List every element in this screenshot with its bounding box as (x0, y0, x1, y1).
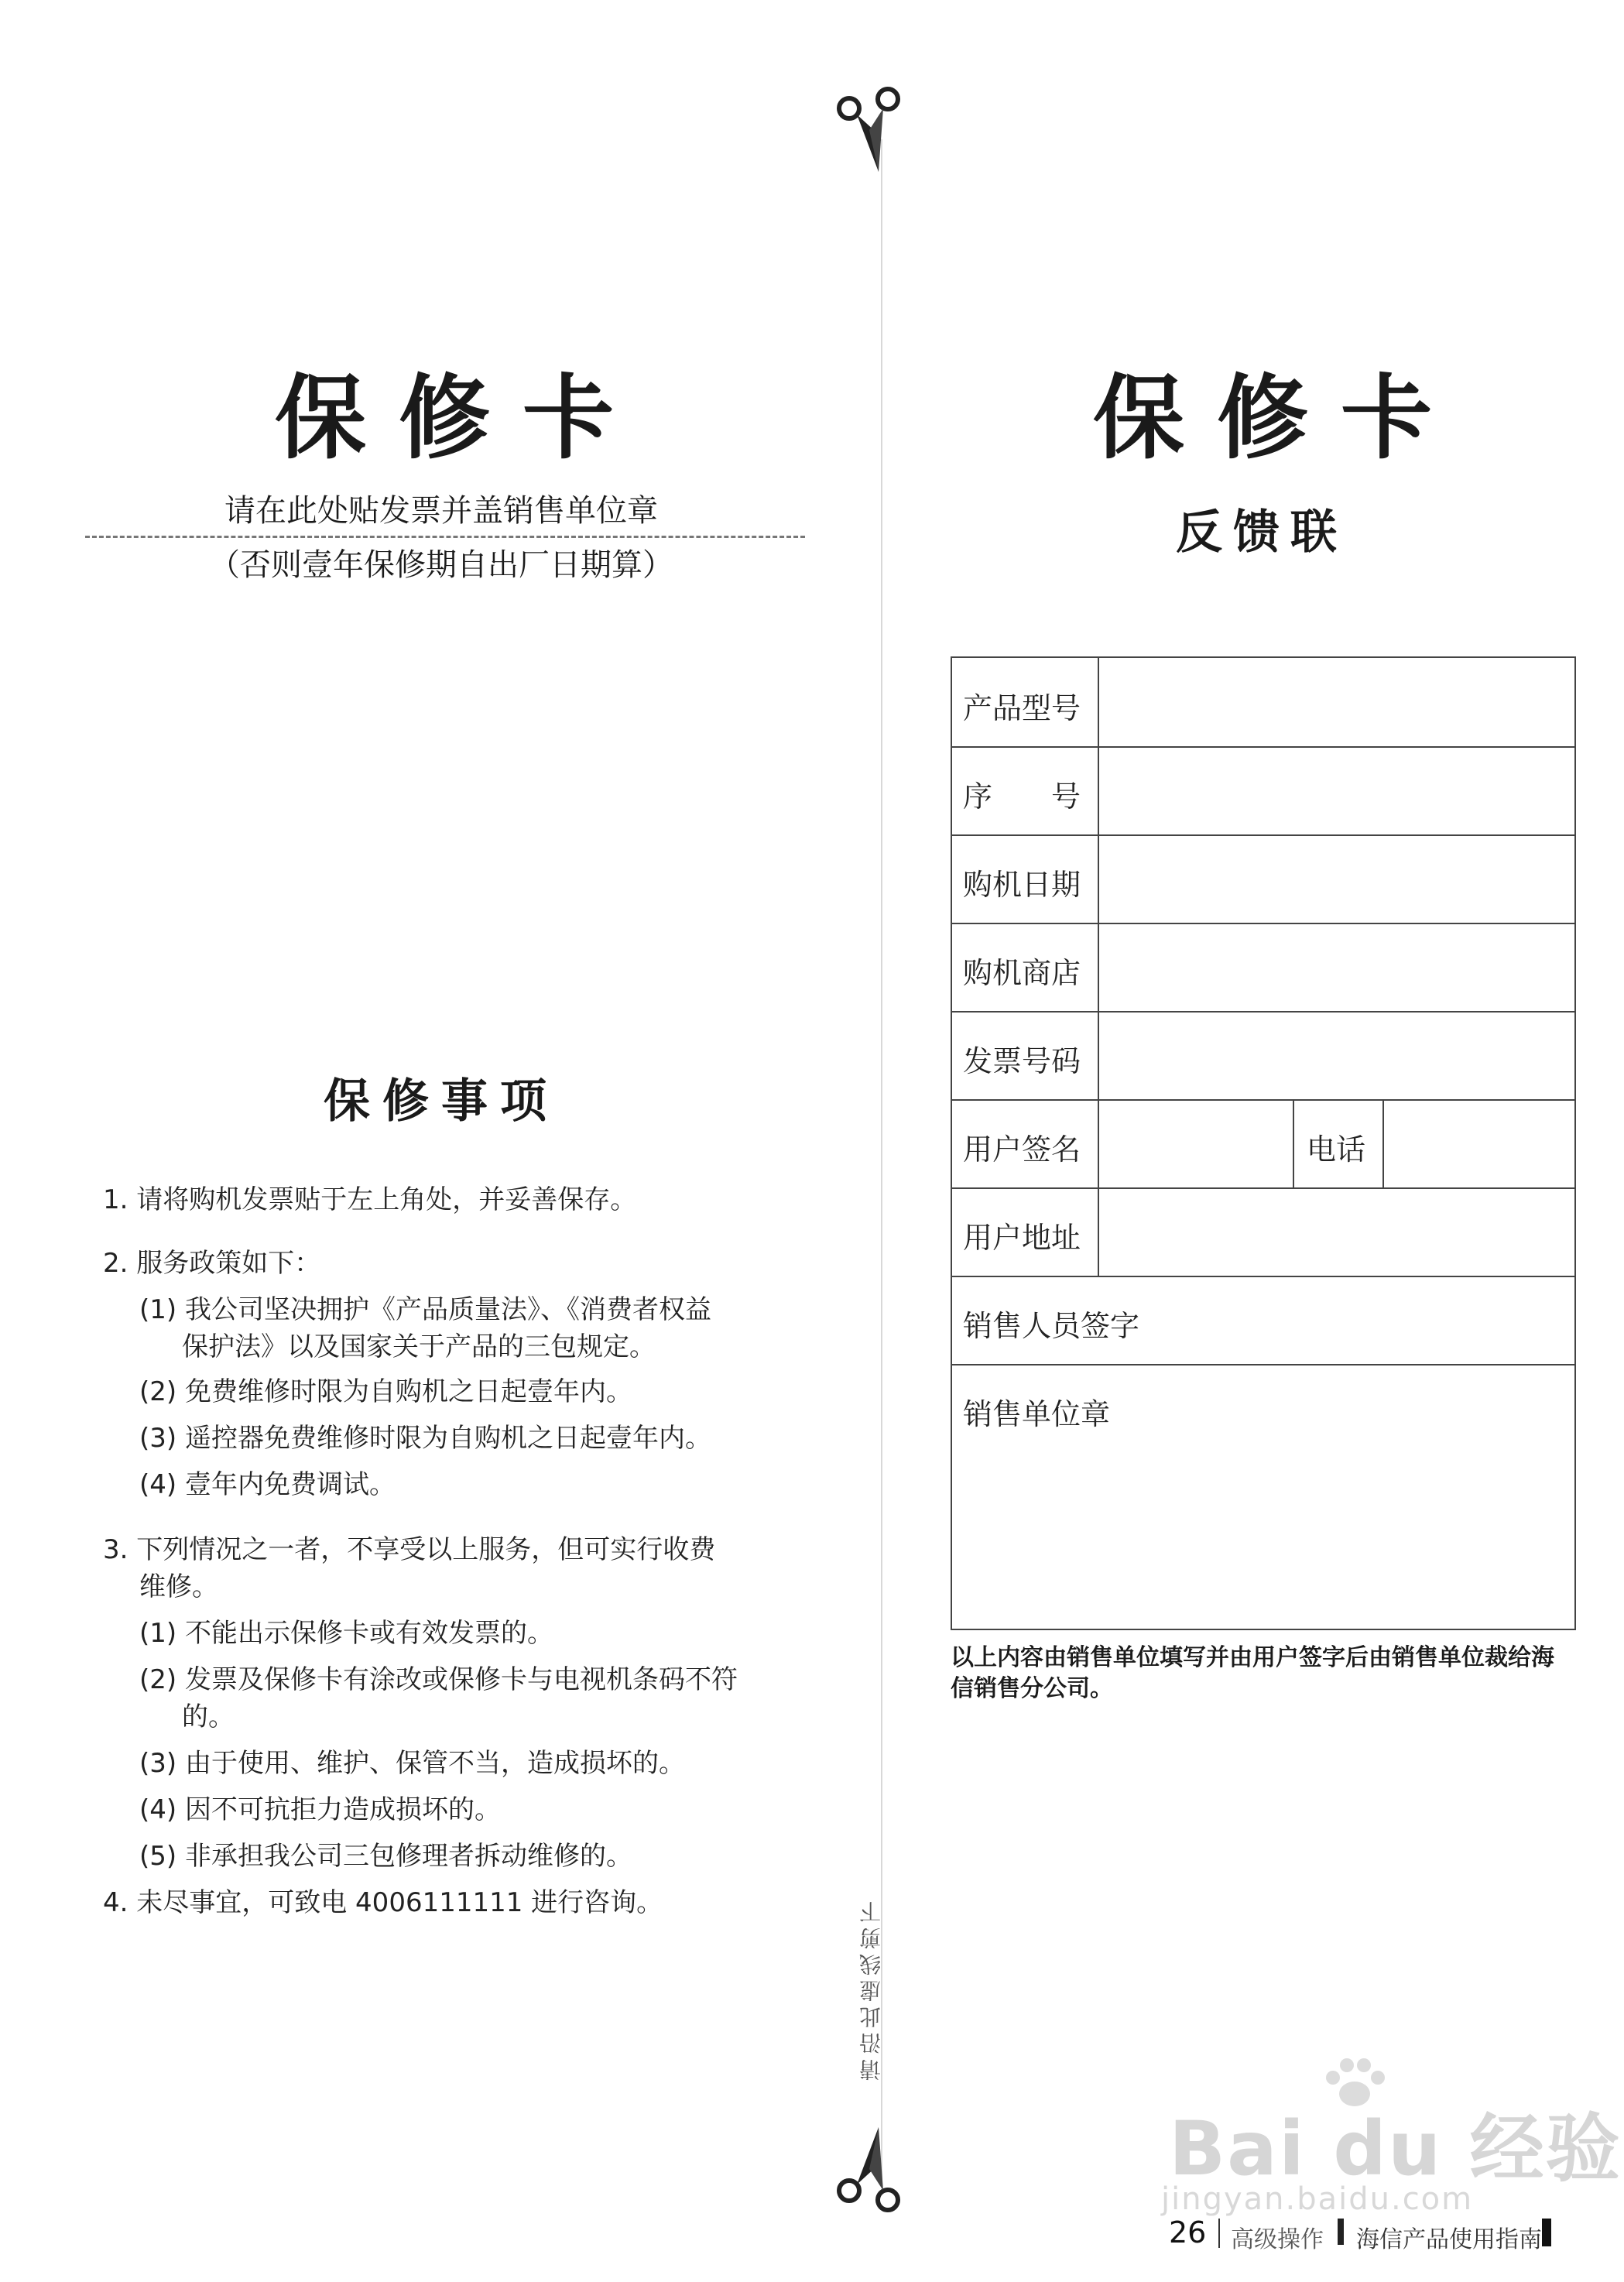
form-row-divider (952, 1099, 1574, 1101)
cut-line-text: 请沿此虚线剪下 (858, 1897, 884, 2081)
note-item: 2. 服务政策如下： (103, 1248, 321, 1279)
form-column-divider (1098, 658, 1099, 1276)
form-row-divider (952, 923, 1574, 924)
note-item: (4) 壹年内免费调试。 (139, 1469, 396, 1500)
note-item: (2) 发票及保修卡有涂改或保修卡与电视机条码不符 (139, 1664, 738, 1695)
watermark-logo: Bai du 经验 (1169, 2106, 1622, 2192)
note-item: (3) 遥控器免费维修时限为自购机之日起壹年内。 (139, 1423, 711, 1454)
footer-bar (1542, 2219, 1551, 2246)
note-item: (2) 免费维修时限为自购机之日起壹年内。 (139, 1376, 632, 1407)
form-column-divider (1382, 1099, 1384, 1187)
label-user-signature: 用户签名 (963, 1132, 1081, 1167)
form-row-divider (952, 1011, 1574, 1013)
form-row-divider (952, 746, 1574, 748)
form-row-divider (952, 834, 1574, 836)
left-card-title: 保修卡 (275, 364, 647, 471)
label-product-model: 产品型号 (963, 691, 1081, 725)
label-phone: 电话 (1307, 1132, 1366, 1167)
note-item: (4) 因不可抗拒力造成损坏的。 (139, 1794, 501, 1825)
form-row-divider (952, 1364, 1574, 1365)
feedback-subtitle: 反馈联 (1176, 505, 1348, 560)
page-number: 26 (1169, 2215, 1207, 2249)
label-user-address: 用户地址 (963, 1221, 1081, 1255)
note-item: 的。 (182, 1701, 235, 1732)
form-note: 以上内容由销售单位填写并由用户签字后由销售单位裁给海信销售分公司。 (951, 1644, 1554, 1702)
form-row-divider (952, 1276, 1574, 1277)
label-sales-signature: 销售人员签字 (963, 1309, 1140, 1343)
note-item: 4. 未尽事宜，可致电 4006111111 进行咨询。 (103, 1887, 663, 1918)
note-item: 3. 下列情况之一者，不享受以上服务，但可实行收费 (103, 1534, 716, 1565)
cut-line (881, 139, 882, 2183)
dashed-divider (85, 536, 805, 538)
label-purchase-store: 购机商店 (963, 956, 1081, 990)
note-item: 1. 请将购机发票贴于左上角处，并妥善保存。 (103, 1184, 637, 1215)
label-invoice-number: 发票号码 (963, 1044, 1081, 1078)
note-item: (1) 我公司坚决拥护《产品质量法》、《消费者权益 (139, 1294, 711, 1325)
invoice-sub-note: （否则壹年保修期自出厂日期算） (209, 547, 673, 583)
footer-guide-title: 海信产品使用指南 (1356, 2226, 1542, 2253)
invoice-note: 请在此处贴发票并盖销售单位章 (224, 493, 658, 529)
notes-title: 保修事项 (324, 1074, 559, 1129)
label-purchase-date: 购机日期 (963, 868, 1081, 902)
scissors-icon (832, 2121, 906, 2214)
note-item: (1) 不能出示保修卡或有效发票的。 (139, 1618, 553, 1649)
feedback-form (951, 656, 1576, 1630)
form-column-divider (1293, 1099, 1294, 1187)
footer-divider (1218, 2219, 1220, 2248)
footer-bar (1338, 2219, 1344, 2245)
note-item: (5) 非承担我公司三包修理者拆动维修的。 (139, 1841, 632, 1872)
note-item: (3) 由于使用、维护、保管不当，造成损坏的。 (139, 1748, 685, 1779)
note-item: 保护法》以及国家关于产品的三包规定。 (182, 1331, 656, 1362)
footer-section: 高级操作 (1231, 2226, 1324, 2253)
label-serial-number: 序 号 (963, 780, 1081, 814)
watermark-url: jingyan.baidu.com (1161, 2181, 1474, 2217)
note-item: 维修。 (139, 1571, 218, 1602)
form-row-divider (952, 1187, 1574, 1189)
label-sales-stamp: 销售单位章 (963, 1397, 1111, 1431)
scissors-icon (832, 85, 906, 178)
right-card-title: 保修卡 (1093, 364, 1465, 471)
